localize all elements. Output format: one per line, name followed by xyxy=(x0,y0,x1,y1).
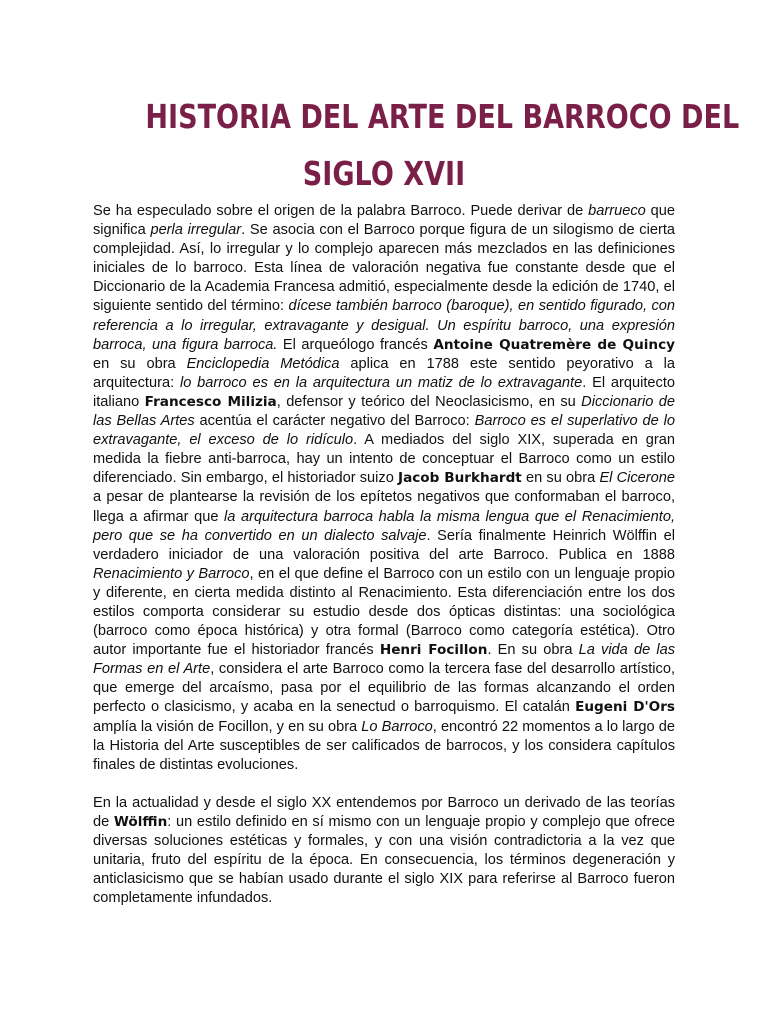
body-text: . Sería finalmente Heinrich Wölffin el verdadero iniciador de una valoración positiva del arte Barroco. Publica en 1888 xyxy=(93,527,675,563)
body-text: amplía la visión de Focillon, y en su obra xyxy=(93,718,362,735)
italic-text: Barroco es el superlativo de lo extravagante, el exceso de lo ridículo xyxy=(93,413,675,449)
bold-name: Antoine Quatremère de Quincy xyxy=(433,336,676,353)
body-text: en su obra xyxy=(93,355,187,372)
body-text: . En su obra xyxy=(487,642,579,659)
italic-text: la arquitectura barroca habla la misma lengua que el Renacimiento, pero que se ha convertido en un dialecto salvaje xyxy=(93,508,675,544)
document-body xyxy=(93,202,675,908)
body-text: . El arquitecto italiano xyxy=(93,374,675,410)
italic-text: Diccionario de las Bellas Artes xyxy=(93,393,675,430)
italic-text: perla irregular xyxy=(150,222,242,239)
body-text: a pesar de plantearse la revisión de los epítetos negativos que conformaban el barroco, llega a afirmar que xyxy=(93,489,675,525)
body-text: En la actualidad y desde el siglo XX entendemos por Barroco un derivado de las teorías de xyxy=(93,794,675,830)
body-text: . Se asocia con el Barroco porque figura de un silogismo de cierta complejidad. Así, lo irregular y lo complejo aparecen más mezclados en las definiciones iniciales de lo barroco. Esta línea de valoración negativa fue constante desde que el Diccionario de la Academia Francesa admitió, especialmente desde la edición de 1740, el siguiente sentido del término: xyxy=(93,222,675,315)
body-text: que significa xyxy=(93,203,675,239)
body-text: aplica en 1788 este sentido peyorativo a la arquitectura: xyxy=(93,355,675,391)
bold-name: Jacob Burkhardt xyxy=(398,470,522,487)
body-text: . A mediados del siglo XIX, superada en gran medida la fiebre anti-barroca, hay un intento de conceptuar el Barroco como un estilo diferenciado. Sin embargo, el historiador suizo xyxy=(93,432,675,487)
italic-text: Renacimiento y Barroco xyxy=(93,565,250,582)
bold-name: Wölffin xyxy=(113,813,168,830)
italic-text: La vida de las Formas en el Arte xyxy=(93,642,676,678)
italic-text: barrueco xyxy=(588,203,646,219)
body-text: acentúa el carácter negativo del Barroco: xyxy=(194,413,475,430)
body-text: Se ha especulado sobre el origen de la palabra Barroco. Puede derivar de xyxy=(93,203,589,219)
body-text: , en el que define el Barroco con un estilo con un lenguaje propio y diferente, en cierta medida distinto al Renacimiento. Esta diferenciación entre los dos estilos comporta considerar su estudio desde dos ópticas distintas: una sociológica (barroco como época histórica) y otra formal (Barroco como categoría estética). Otro autor importante fue el historiador francés xyxy=(93,565,675,659)
title-line-1: HISTORIA DEL ARTE DEL BARROCO DEL xyxy=(145,97,740,136)
body-text: El arqueólogo francés xyxy=(277,336,434,353)
paragraph-1 xyxy=(93,202,675,775)
body-text: : un estilo definido en sí mismo con un lenguaje propio y complejo que ofrece diversas soluciones estéticas y formales, y con una visión contradictoria a la vez que unitaria, fruto del espíritu de la época. En consecuencia, los términos degeneración y anticlasicismo que se habían usado durante el siglo XIX para referirse al Barroco fueron completamente infundados. xyxy=(93,813,675,907)
paragraph-2 xyxy=(93,794,675,909)
italic-text: Lo Barroco xyxy=(361,718,433,735)
body-text: , encontró 22 momentos a lo largo de la Historia del Arte susceptibles de ser calificados de barrocos, y los considera capítulos finales de distintas evoluciones. xyxy=(93,718,675,773)
body-text: , considera el arte Barroco como la tercera fase del desarrollo artístico, que emerge del arcaísmo, pasa por el equilibrio de las formas alcanzando el orden perfecto o clasicismo, y acaba en la senectud o barroquismo. El catalán xyxy=(93,661,675,716)
italic-text: El Cicerone xyxy=(599,470,676,487)
document-title xyxy=(145,88,740,202)
bold-name: Francesco Milizia xyxy=(144,393,277,410)
italic-text: lo barroco es en la arquitectura un matiz de lo extravagante xyxy=(179,374,583,391)
body-text: , defensor y teórico del Neoclasicismo, en su xyxy=(276,393,582,410)
body-text: en su obra xyxy=(521,470,600,487)
bold-name: Henri Focillon xyxy=(379,642,488,659)
title-line-2: SIGLO XVII xyxy=(302,154,466,193)
italic-text: Enciclopedia Metódica xyxy=(186,355,340,372)
bold-name: Eugeni D'Ors xyxy=(575,699,676,716)
italic-text: dícese también barroco (baroque), en sentido figurado, con referencia a lo irregular, extravagante y desigual. Un espíritu barroco, una expresión barroca, una figura barroca. xyxy=(93,298,675,353)
